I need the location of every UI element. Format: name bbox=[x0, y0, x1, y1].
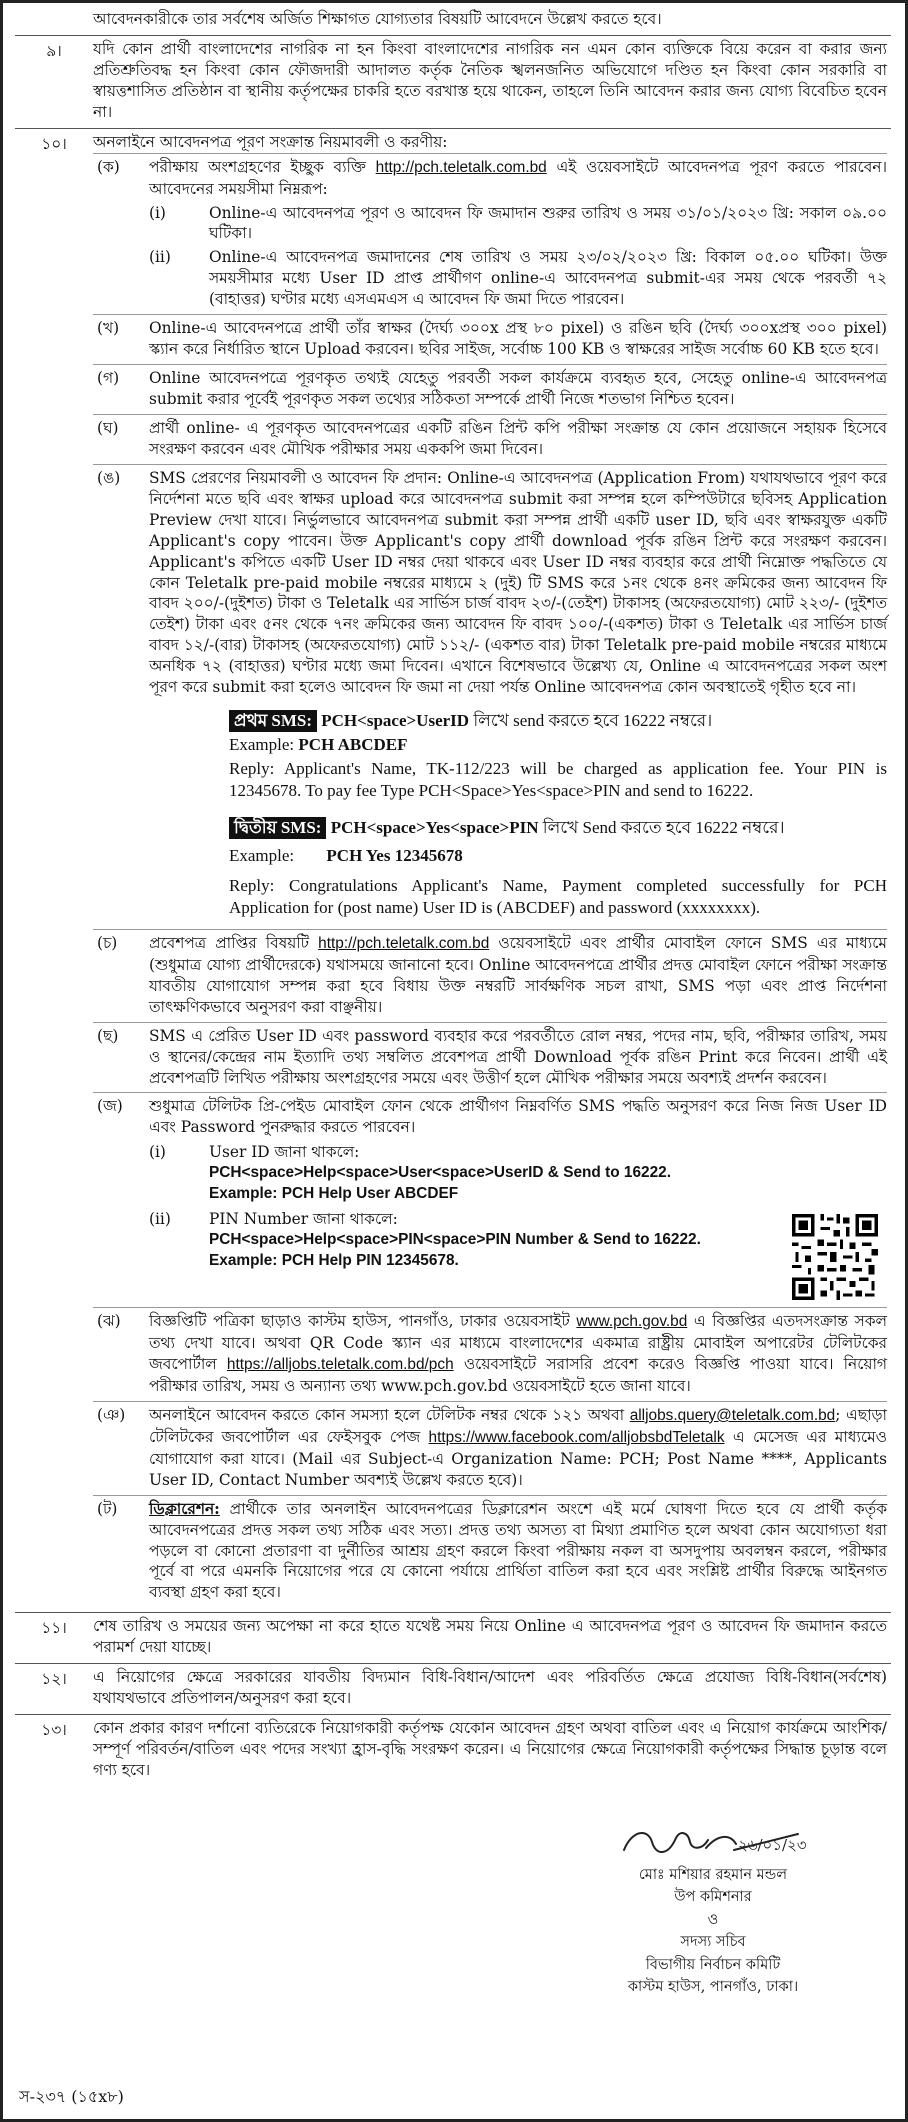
help-user-id-head: User ID জানা থাকলে: bbox=[209, 1143, 360, 1162]
item-nya-text-c: এ মেসেজ এর মাধ্যমেও যোগাযোগ করা যাবে। (Mail এর Subject-এ Organization Name: PCH; Post Name ****, Applicants User ID, Contact Number অবশ্যই উল্লেখ করতে হবে)। bbox=[149, 1427, 887, 1489]
item-kha-text: Online-এ আবেদনপত্রে প্রার্থী তাঁর স্বাক্ষর (দৈর্ঘ্য ৩০০x প্রস্থ ৮০ pixel) ও রঙিন ছবি (দৈর্ঘ্য ৩০০xপ্রস্থ ৩০০ pixel) স্ক্যান করে নির্ধারিত স্থানে Upload করবেন। ছবির সাইজ, সর্বোচ্চ 100 KB ও স্বাক্ষরের সাইজ সর্বোচ্চ 60 KB হতে হবে। bbox=[149, 319, 887, 359]
item-ca-text-b: ওয়েবসাইটে এবং প্রার্থীর মোবাইল ফোনে SMS এর মাধ্যমে (শুধুমাত্র যোগ্য প্রার্থীদেরকে) যথাসময়ে জানানো হবে। Online আবেদনপত্রে প্রার্থীর প্রদত্ত মোবাইল ফোনে পরীক্ষা সংক্রান্ত যাবতীয় যোগাযোগ সম্পন্ন করা হবে বিধায় উক্ত নম্বরটি সার্বক্ষণিক সচল রাখা, SMS পড়া এবং প্রাপ্ত নির্দেশনা তাৎক্ষণিকভাবে অনুসরণ করা বাঞ্ছনীয়। bbox=[149, 933, 887, 1016]
item-ka bbox=[93, 153, 887, 315]
signatory-title-2: সদস্য সচিব bbox=[680, 1934, 746, 1951]
signature-date: ২৬/০১/২৩ bbox=[738, 1835, 807, 1854]
item-ka-i-text: Online-এ আবেদনপত্র পূরণ ও আবেদন ফি জমাদান শুরুর তারিখ ও সময় ৩১/০১/২০২৩ খ্রি: সকাল ০৯.০০ ঘটিকা। bbox=[209, 203, 887, 243]
item-gha bbox=[93, 414, 887, 464]
item-uma-text: SMS প্রেরণের নিয়মাবলী ও আবেদন ফি প্রদান: Online-এ আবেদনপত্র (Application From) যথাযথভাবে পূরণ করে নির্দেশনা মতে ছবি এবং স্বাক্ষর upload করে আবেদনপত্র submit করা সম্পন্ন হলে কম্পিউটারে ছবিসহ Application Preview দেখা যাবে। নির্ভুলভাবে আবেদনপত্র submit করা সম্পন্ন প্রার্থী একটি user ID, ছবি এবং স্বাক্ষরযুক্ত একটি Applicant's copy পাবেন। উক্ত Applicant's copy প্রার্থী download পূর্বক রঙিন প্রিন্ট করে সংরক্ষণ করবেন। Applicant's কপিতে একটি User ID নম্বর দেয়া থাকবে এবং User ID নম্বর ব্যবহার করে প্রার্থী নিম্নোক্ত পদ্ধতিতে যে কোন Teletalk pre-paid mobile নম্বরের মাধ্যমে ২ (দুই) টি SMS করে ১নং থেকে ৪নং ক্রমিকের জন্য আবেদন ফি বাবদ ২০০/-(দুইশত) টাকা ও Teletalk এর সার্ভিস চার্জ বাবদ ২৩/-(তেইশ) টাকাসহ (অফেরতযোগ্য) মোট ২২৩/- (দুইশত তেইশ) টাকা এবং ৫নং থেকে ৭নং ক্রমিকের জন্য আবেদন ফি বাবদ ১০০/-(একশত) টাকা ও Teletalk এর সার্ভিস চার্জ বাবদ ১২/-(বার) টাকাসহ (অফেরতযোগ্য) মোট ১১২/- (একশত বার) টাকা Teletalk pre-paid mobile নম্বরের মাধ্যমে অনধিক ৭২ (বাহাত্তর) ঘণ্টার মধ্যে জমা দিবেন। এখানে বিশেষভাবে উল্লেখ্য যে, Online এ আবেদনপত্রের সকল অংশ পূরণ করে submit করা হলেও আবেদন ফি জমা না দেয়া পর্যন্ত Online আবেদনপত্র কোন অবস্থাতেই গৃহীত হবে না। bbox=[149, 468, 887, 697]
section-12-text: এ নিয়োগের ক্ষেত্রে সরকারের যাবতীয় বিদ্যমান বিধি-বিধান/আদেশ এবং পরিবর্তিত ক্ষেত্রে প্রযোজ্য বিধি-বিধান(সর্বশেষ) যথাযথভাবে প্রতিপালন/অনুসরণ করা হবে। bbox=[93, 1668, 887, 1708]
facebook-page-link[interactable]: https://www.facebook.com/alljobsbdTeletalk bbox=[428, 1428, 725, 1446]
handwritten-signature bbox=[618, 1820, 808, 1864]
item-ka-ii-label: (ii) bbox=[149, 248, 171, 267]
sms1-example: PCH ABCDEF bbox=[298, 735, 408, 755]
help-user-id-example: Example: PCH Help User ABCDEF bbox=[209, 1185, 459, 1203]
item-ja-text: শুধুমাত্র টেলিটক প্রি-পেইড মোবাইল ফোন থেকে প্রার্থীগণ নিম্নবর্ণিত SMS পদ্ধতি অনুসরণ করে নিজ নিজ User ID এবং Password পুনরুদ্ধার করতে পারবেন। bbox=[149, 1097, 887, 1137]
sms2-line bbox=[229, 817, 887, 839]
item-ka-text-b: এই ওয়েবসাইটে আবেদনপত্র পূরণ করতে পারবেন। আবেদনের সময়সীমা নিম্নরূপ: bbox=[149, 157, 887, 198]
section-10 bbox=[15, 129, 891, 1614]
sms2-example-line bbox=[229, 845, 887, 867]
sms1-example-label: Example: bbox=[229, 735, 295, 755]
pch-teletalk-link[interactable]: http://pch.teletalk.com.bd bbox=[375, 158, 547, 176]
help-user-id-command: PCH<space>Help<space>User<space>UserID & Send to 16222. bbox=[209, 1164, 671, 1182]
item-ka-text-a: পরীক্ষায় অংশগ্রহণের ইচ্ছুক ব্যক্তি bbox=[149, 157, 366, 176]
declaration-lead: ডিক্লারেশন: bbox=[149, 1499, 220, 1518]
help-user-id bbox=[149, 1142, 887, 1205]
item-ca-label: (চ) bbox=[97, 933, 118, 952]
item-jha-text-b: এ বিজ্ঞপ্তির এতদসংক্রান্ত সকল তথ্য দেখা যাবে। অথবা QR Code স্ক্যান এর মাধ্যমে বাংলাদেশের একমাত্র রাষ্ট্রীয় মোবাইল অপারেটর টেলিটকের জবপোর্টাল bbox=[149, 1312, 887, 1373]
help-pin-head: PIN Number জানা থাকলে: bbox=[209, 1210, 398, 1229]
section-12-number: ১২। bbox=[41, 1670, 67, 1689]
item-ca-text-a: প্রবেশপত্র প্রাপ্তির বিষয়টি bbox=[149, 933, 310, 952]
item-ta-text: প্রার্থীকে তার অনলাইন আবেদনপত্রের ডিক্লারেশন অংশে এই মর্মে ঘোষণা দিতে হবে যে প্রার্থী কর্তৃক আবেদনপত্রের প্রদত্ত সকল তথ্য সঠিক এবং সত্য। প্রদত্ত তথ্য অসত্য বা মিথ্যা প্রমাণিত হলে অথবা কোন অযোগ্যতা ধরা পড়লে বা কোনো প্রতারণা বা দুর্নীতির আশ্রয় গ্রহণ করলে কিংবা পরীক্ষায় নকল বা অসদুপায় অবলম্বন করলে, পরীক্ষার পূর্বে বা পরে এমনকি নিয়োগের পরে যে কোনো পর্যায়ে প্রার্থিতা বাতিল করা হবে এবং সংশ্লিষ্ট প্রার্থীর বিরুদ্ধে আইনগত ব্যবস্থা গ্রহণ করা হবে। bbox=[149, 1499, 887, 1602]
item-uma bbox=[93, 464, 887, 929]
section-9-number: ৯। bbox=[46, 41, 62, 60]
item-ta-label: (ট) bbox=[97, 1499, 118, 1518]
section-11 bbox=[15, 1613, 891, 1664]
item-gha-label: (ঘ) bbox=[97, 418, 119, 437]
section-9-text: যদি কোন প্রার্থী বাংলাদেশের নাগরিক না হন কিংবা বাংলাদেশের নাগরিক নন এমন কোন ব্যক্তিকে বিয়ে করেন বা করার জন্য প্রতিশ্রুতিবদ্ধ হন কিংবা কোন ফৌজদারী আদালত কর্তৃক নৈতিক স্খলনজনিত অভিযোগে দণ্ডিত হন কিংবা কোন সরকারি বা স্বায়ত্তশাসিত প্রতিষ্ঠান বা স্থানীয় কর্তৃপক্ষের চাকরি হতে বরখাস্ত হয়ে থাকেন, তাহলে তিনি আবেদন করার জন্য যোগ্য বিবেচিত হবেন না। bbox=[93, 39, 887, 121]
help-pin bbox=[149, 1209, 887, 1303]
sms1-tag: প্রথম SMS: bbox=[229, 710, 317, 732]
item-ka-ii bbox=[149, 247, 887, 310]
sms2-reply: Reply: Congratulations Applicant's Name, Payment completed successfully for PCH Application for (post name) User ID is (ABCDEF) and password (xxxxxxxx). bbox=[229, 875, 887, 917]
signatory-committee: বিভাগীয় নির্বাচন কমিটি bbox=[645, 1956, 781, 1973]
section-11-number: ১১। bbox=[41, 1619, 67, 1638]
section-10-number: ১০। bbox=[41, 134, 67, 153]
item-nya-label: (ঞ) bbox=[97, 1405, 126, 1424]
item-uma-label: (ঙ) bbox=[97, 468, 121, 487]
item-ta bbox=[93, 1495, 887, 1608]
help-user-id-label: (i) bbox=[149, 1143, 166, 1162]
pch-gov-link[interactable]: www.pch.gov.bd bbox=[576, 1313, 688, 1331]
item-cha-text: SMS এ প্রেরিত User ID এবং password ব্যবহার করে পরবর্তীতে রোল নম্বর, পদের নাম, ছবি, পরীক্ষার তারিখ, সময় ও স্থানের/কেন্দ্রের নাম ইত্যাদি তথ্য সম্বলিত প্রবেশপত্র প্রার্থী Download পূর্বক রঙিন Print করে নিবেন। প্রার্থী এই প্রবেশপত্রটি লিখিত পরীক্ষায় অংশগ্রহণের সময়ে এবং উত্তীর্ণ হলে মৌখিক পরীক্ষার সময়ে অবশ্যই প্রদর্শন করবেন। bbox=[149, 1026, 887, 1087]
section-12 bbox=[15, 1664, 891, 1715]
item-ka-i bbox=[149, 203, 887, 245]
sms1-rest: লিখে send করতে হবে 16222 নম্বরে। bbox=[473, 711, 713, 731]
item-ja-label: (জ) bbox=[97, 1097, 123, 1116]
section-11-text: শেষ তারিখ ও সময়ের জন্য অপেক্ষা না করে হাতে যথেষ্ট সময় নিয়ে Online এ আবেদনপত্র পূরণ ও আবেদন ফি জমাদান করতে পরামর্শ দেয়া যাচ্ছে। bbox=[93, 1617, 887, 1657]
item-gha-text: প্রার্থী online- এ পূরণকৃত আবেদনপত্রের একটি রঙিন প্রিন্ট কপি পরীক্ষা সংক্রান্ত যে কোন প্রয়োজনে সহায়ক হিসেবে সংরক্ষণ করবেন এবং মৌখিক পরীক্ষার সময় এককপি জমা দিবেন। bbox=[149, 418, 887, 458]
sms1-example-line bbox=[229, 734, 887, 756]
alljobs-pch-link[interactable]: https://alljobs.teletalk.com.bd/pch bbox=[226, 1356, 454, 1373]
item-ka-i-label: (i) bbox=[149, 203, 166, 222]
sms2-tag: দ্বিতীয় SMS: bbox=[229, 817, 326, 839]
item-jha-text-a: বিজ্ঞপ্তিটি পত্রিকা ছাড়াও কাস্টম হাউস, পানগাঁও, ঢাকার ওয়েবসাইট bbox=[149, 1312, 570, 1331]
signatory-office: কাস্টম হাউস, পানগাঁও, ঢাকা। bbox=[627, 1979, 799, 1996]
help-pin-example: Example: PCH Help PIN 12345678. bbox=[209, 1252, 459, 1269]
item-ka-label: (ক) bbox=[97, 157, 120, 176]
sms2-command: PCH<space>Yes<space>PIN bbox=[330, 817, 539, 837]
section-9 bbox=[15, 36, 891, 129]
signatory-and: ও bbox=[707, 1911, 719, 1928]
sms1-command: PCH<space>UserID bbox=[321, 711, 470, 731]
help-pin-label: (ii) bbox=[149, 1210, 171, 1229]
item-ja bbox=[93, 1092, 887, 1307]
sms1-reply: Reply: Applicant's Name, TK-112/223 will be charged as application fee. Your PIN is 12345678. To pay fee Type PCH<Space>Yes<space>PIN and send to 16222. bbox=[229, 759, 887, 801]
qr-code-image[interactable] bbox=[789, 1211, 881, 1303]
support-email-link[interactable]: alljobs.query@teletalk.com.bd bbox=[629, 1406, 836, 1424]
item-nya-text-a: অনলাইনে আবেদন করতে কোন সমস্যা হলে টেলিটক নম্বর থেকে ১২১ অথবা bbox=[149, 1405, 625, 1424]
sms1-line bbox=[229, 710, 887, 732]
section-8-text: আবেদনকারীকে তার সর্বশেষ অর্জিত শিক্ষাগত যোগ্যতার বিষয়টি আবেদনে উল্লেখ করতে হবে। bbox=[93, 10, 662, 28]
section-13 bbox=[15, 1715, 891, 1786]
sms2-example-label: Example: bbox=[229, 845, 295, 865]
item-jha-text-c: ওয়েবসাইটে সরাসরি প্রবেশ করেও বিজ্ঞপ্তি পাওয়া যাবে। নিয়োগ পরীক্ষার তারিখ, সময় ও অন্যান্য তথ্য www.pch.gov.bd ওয়েবসাইটে হতে জানা যাবে। bbox=[149, 1355, 887, 1395]
top-border bbox=[3, 0, 905, 3]
section-13-text: কোন প্রকার কারণ দর্শানো ব্যতিরেকে নিয়োগকারী কর্তৃপক্ষ যেকোন আবেদন গ্রহণ অথবা বাতিল এবং এ নিয়োগ কার্যক্রমে আংশিক/সম্পূর্ণ পরিবর্তন/বাতিল এবং পদের সংখ্যা হ্রাস-বৃদ্ধি সংরক্ষণ করেন। এ নিয়োগের ক্ষেত্রে নিয়োগকারী কর্তৃপক্ষের সিদ্ধান্ত চূড়ান্ত বলে গণ্য হবে। bbox=[93, 1719, 887, 1779]
item-jha bbox=[93, 1307, 887, 1401]
item-kha-label: (খ) bbox=[97, 319, 120, 338]
item-cha-label: (ছ) bbox=[97, 1026, 119, 1045]
section-8-tail bbox=[15, 6, 891, 36]
sms2-rest: লিখে Send করতে হবে 16222 নম্বরে। bbox=[542, 817, 785, 837]
section-10-heading: অনলাইনে আবেদনপত্র পূরণ সংক্রান্ত নিয়মাবলী ও করণীয়: bbox=[93, 132, 448, 151]
item-ga-label: (গ) bbox=[97, 369, 120, 388]
item-ca bbox=[93, 929, 887, 1022]
sms-instructions bbox=[229, 710, 887, 919]
admit-card-link[interactable]: http://pch.teletalk.com.bd bbox=[318, 934, 490, 952]
help-pin-command: PCH<space>Help<space>PIN<space>PIN Number & Send to 16222. bbox=[209, 1231, 701, 1249]
sms2-example: PCH Yes 12345678 bbox=[326, 845, 463, 865]
notice-code: স-২৩৭ (১৫x৮) bbox=[19, 2087, 124, 2107]
item-kha bbox=[93, 314, 887, 364]
signatory-name: মোঃ মশিয়ার রহমান মন্ডল bbox=[638, 1866, 788, 1883]
item-jha-label: (ঝ) bbox=[97, 1312, 121, 1331]
item-ga-text: Online আবেদনপত্রে পূরণকৃত তথ্যই যেহেতু পরবর্তী সকল কার্যক্রমে ব্যবহৃত হবে, সেহেতু online-এ আবেদনপত্র submit করার পূর্বেই পূরণকৃত সকল তথ্যের সঠিকতা সম্পর্কে প্রার্থী নিজে শতভাগ নিশ্চিত হবেন। bbox=[149, 369, 887, 408]
item-cha bbox=[93, 1022, 887, 1093]
item-nya-text-b: ; এছাড়া টেলিটকের জবপোর্টাল এর ফেইসবুক পেজ bbox=[149, 1405, 887, 1446]
item-nya bbox=[93, 1401, 887, 1495]
item-ka-ii-text: Online-এ আবেদনপত্র জমাদানের শেষ তারিখ ও সময় ২৩/০২/২০২৩ খ্রি: বিকাল ০৫.০০ ঘটিকা। উক্ত সময়সীমার মধ্যে User ID প্রাপ্ত প্রার্থীগণ online-এ আবেদনপত্র submit-এর সময় থেকে পরবর্তী ৭২ (বাহাত্তর) ঘণ্টার মধ্যে এসএমএস এ আবেদন ফি জমা দিতে পারবেন। bbox=[209, 248, 887, 309]
signatory-title-1: উপ কমিশনার bbox=[674, 1889, 752, 1906]
signature-block bbox=[535, 1820, 891, 1999]
item-ga bbox=[93, 364, 887, 414]
section-13-number: ১৩। bbox=[41, 1721, 67, 1740]
